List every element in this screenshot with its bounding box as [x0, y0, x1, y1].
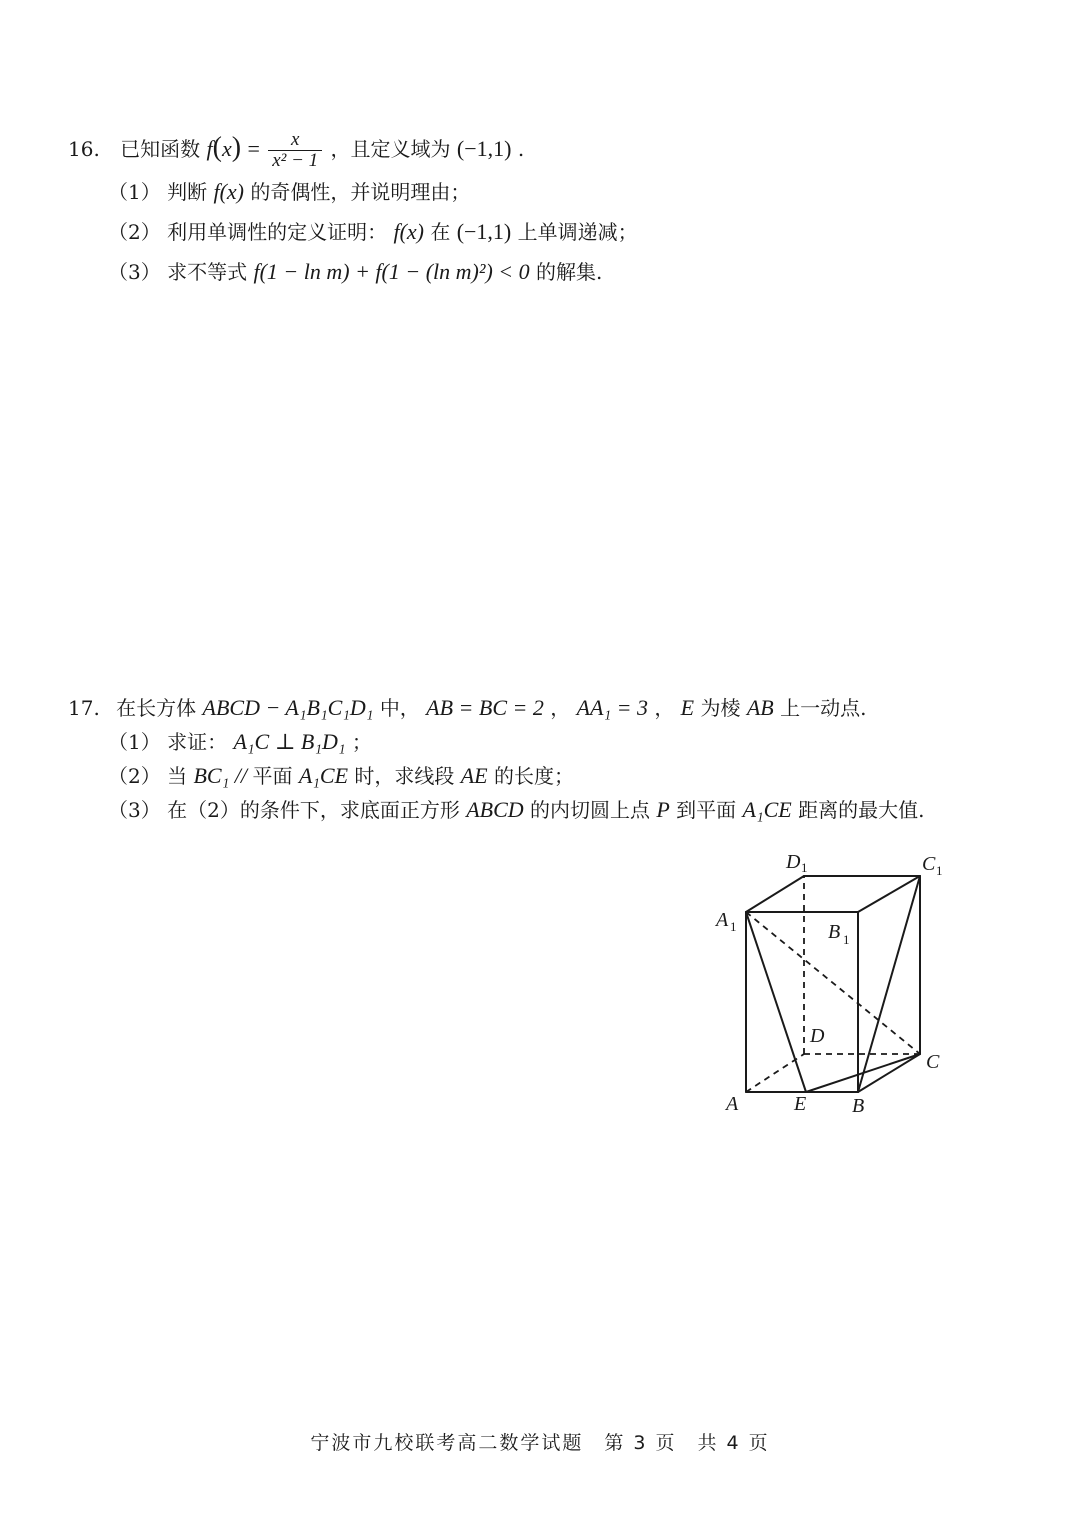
q17-stem-text-b: 中，: [379, 696, 420, 720]
q17-p2-seg: AE: [460, 763, 488, 788]
page-footer: 宁波市九校联考高二数学试题 第 3 页 共 4 页: [310, 1432, 770, 1454]
label-c: C: [926, 1051, 940, 1073]
q16-p2-text-a: 利用单调性的定义证明：: [167, 220, 388, 244]
q17-p2-plane: A₁CE: [298, 763, 349, 788]
q17-p3-text-a: 在（2）的条件下，求底面正方形: [167, 798, 460, 822]
q17-part3: [108, 796, 924, 824]
q17-stem-sep: ，: [550, 696, 571, 720]
q16-frac-numerator: x: [290, 129, 300, 150]
q17-p3-point: P: [656, 797, 670, 822]
q17-p1-expr: A₁C ⊥ B₁D₁: [233, 729, 346, 754]
q16-p3-expr: f(1 − ln m) + f(1 − (ln m)²) < 0: [253, 259, 530, 284]
q17-p1-label: （1）: [108, 730, 161, 754]
q17-p3-text-b: 的内切圆上点: [530, 798, 650, 822]
paren-close: ): [231, 132, 242, 163]
q16-p1-expr: f(x): [213, 179, 244, 204]
q17-stem-end: 上一动点.: [780, 696, 867, 720]
label-d1-sub: 1: [801, 860, 808, 875]
q16-stem-text-c: .: [517, 137, 525, 161]
q16-func-arg: x: [221, 136, 232, 161]
q17-point-e: E: [680, 695, 695, 720]
prism-figure: [700, 840, 970, 1130]
seg-a1-e: [746, 912, 806, 1092]
q17-p3-square: ABCD: [466, 797, 524, 822]
q16-fraction: [268, 130, 322, 171]
q16-number: 16.: [68, 137, 100, 161]
q16-p2-label: （2）: [108, 220, 161, 244]
q16-frac-denominator: x² − 1: [268, 150, 322, 171]
q17-p2-text-c: 时，求线段: [354, 764, 455, 788]
label-d: D: [810, 1025, 825, 1047]
q16-func-name: f: [206, 136, 213, 161]
label-e: E: [794, 1093, 807, 1115]
q16-p1-label: （1）: [108, 180, 161, 204]
q17-part1: [108, 728, 372, 756]
q17-p2-text-d: 的长度；: [493, 764, 574, 788]
q17-solid: ABCD − A₁B₁C₁D₁: [202, 695, 374, 720]
equals-sign: =: [247, 136, 260, 161]
label-a1: A: [716, 909, 729, 931]
q17-p3-plane: A₁CE: [742, 797, 792, 822]
q17-p2-label: （2）: [108, 764, 161, 788]
q16-p3-text-a: 求不等式: [167, 260, 248, 284]
label-a1-sub: 1: [730, 919, 737, 934]
q17-stem-text-d: 为棱: [700, 696, 741, 720]
edge-d1-a1: [746, 876, 804, 912]
label-a: A: [726, 1093, 739, 1115]
q17-p3-text-c: 到平面: [676, 798, 737, 822]
q17-p2-expr: BC₁ //: [193, 763, 253, 788]
q17-p1-text: 求证：: [167, 730, 228, 754]
q17-stem-text-c: ，: [654, 696, 675, 720]
q16-stem-text-a: 已知函数: [120, 137, 201, 161]
q17-part2: [108, 762, 574, 790]
q17-p2-text-a: 当: [167, 764, 188, 788]
label-b: B: [852, 1095, 865, 1117]
q16-p1-text-b: 的奇偶性，并说明理由；: [250, 180, 471, 204]
label-c1-sub: 1: [936, 863, 943, 878]
q17-p3-label: （3）: [108, 798, 161, 822]
q16-p2-interval: (−1,1): [456, 219, 512, 244]
q16-part1: [108, 178, 470, 206]
q17-eq1: AB = BC = 2: [426, 695, 544, 720]
label-c1: C: [922, 853, 936, 875]
paren-open: (: [212, 132, 222, 163]
label-b1-sub: 1: [843, 932, 850, 947]
q17-edge-ab: AB: [746, 695, 774, 720]
q16-p2-expr: f(x): [393, 219, 424, 244]
q17-p1-end: ；: [351, 730, 372, 754]
q16-p1-text-a: 判断: [167, 180, 208, 204]
q16-part3: [108, 258, 602, 286]
q17-p2-text-b: 平面: [252, 764, 293, 788]
q16-part2: [108, 218, 638, 246]
label-d1: D: [786, 851, 801, 873]
q16-p3-text-b: 的解集.: [535, 260, 603, 284]
q16-domain: (−1,1): [456, 136, 512, 161]
q17-p3-text-d: 距离的最大值.: [798, 798, 925, 822]
q17-eq2: AA₁ = 3: [576, 695, 648, 720]
q16-p2-text-c: 上单调递减；: [517, 220, 638, 244]
edge-a-d: [746, 1054, 804, 1092]
label-b1: B: [828, 921, 841, 943]
q16-p3-label: （3）: [108, 260, 161, 284]
q17-number: 17.: [68, 696, 100, 720]
q17-stem-text-a: 在长方体: [116, 696, 197, 720]
q16-stem: [68, 130, 524, 171]
q17-stem: [68, 694, 866, 722]
q16-stem-text-b: ，且定义域为: [330, 137, 451, 161]
q16-p2-text-b: 在: [430, 220, 451, 244]
